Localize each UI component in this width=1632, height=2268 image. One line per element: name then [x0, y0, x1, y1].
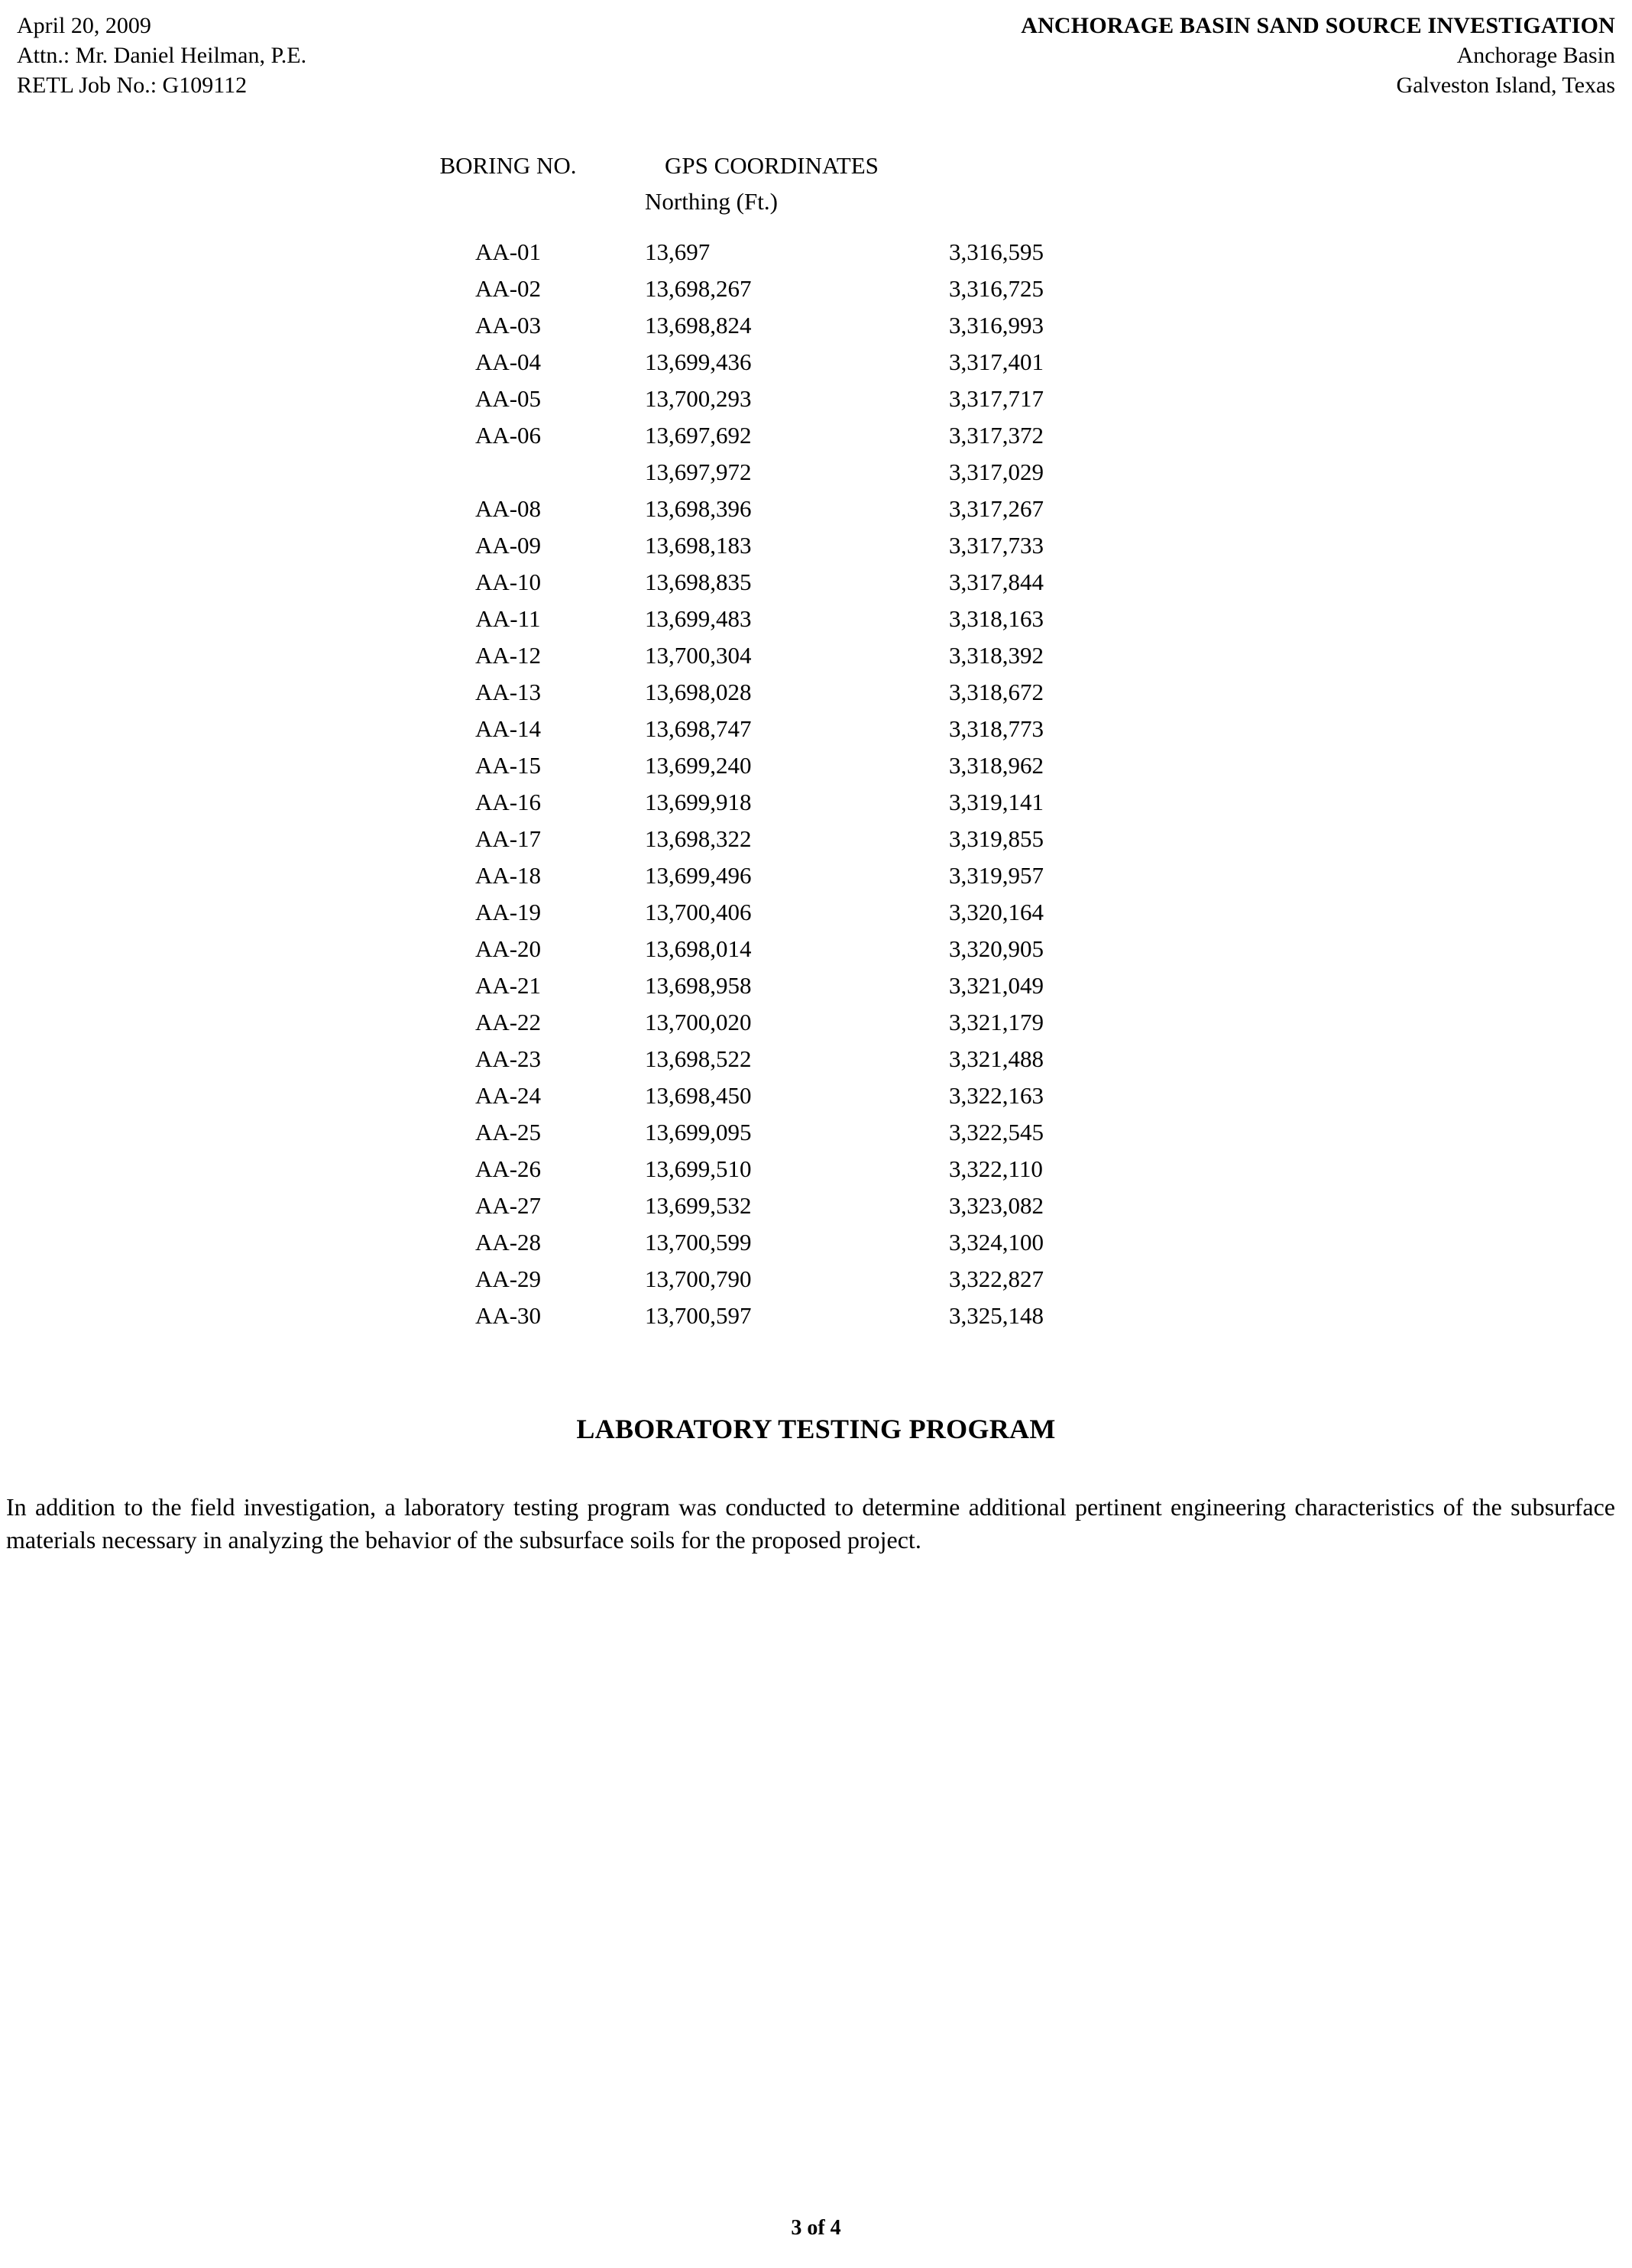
table-row [382, 1107, 1178, 1144]
cell-boring-no: AA-10 [474, 569, 542, 595]
table-row [382, 374, 1178, 410]
table-row [382, 704, 1178, 740]
coordinates-table-wrapper [0, 154, 1632, 1327]
cell-boring-no: AA-01 [474, 238, 542, 265]
table-row [382, 410, 1178, 447]
cell-boring-no: AA-09 [474, 532, 542, 559]
document-title: ANCHORAGE BASIN SAND SOURCE INVESTIGATION [1021, 13, 1615, 38]
section-paragraph: In addition to the field investigation, a laboratory testing program was conducted to determine additional pertinent engineering characteristics of the subsurface materials necessary in analyzing the behavior of the subsurface soils for the proposed project. [6, 1493, 1615, 1554]
cell-easting: 3,322,110 [949, 1155, 1043, 1182]
cell-boring-no: AA-15 [474, 752, 542, 779]
cell-easting: 3,324,100 [949, 1229, 1044, 1256]
cell-easting: 3,321,049 [949, 972, 1044, 999]
cell-boring-no: AA-24 [474, 1082, 542, 1109]
cell-easting: 3,317,372 [949, 422, 1044, 449]
table-row [382, 484, 1178, 520]
table-row [382, 1034, 1178, 1071]
page-footer: 3 of 4 [791, 2216, 841, 2240]
cell-northing: 13,700,599 [645, 1229, 752, 1256]
cell-easting: 3,322,163 [949, 1082, 1044, 1109]
table-row [382, 851, 1178, 887]
cell-boring-no: AA-23 [474, 1045, 542, 1072]
cell-easting: 3,317,844 [949, 569, 1044, 595]
column-header-gps: GPS COORDINATES [665, 152, 879, 179]
table-row [382, 961, 1178, 997]
cell-northing: 13,697,692 [645, 422, 752, 449]
cell-northing: 13,698,747 [645, 715, 752, 742]
cell-boring-no: AA-12 [474, 642, 542, 669]
table-row [382, 667, 1178, 704]
cell-easting: 3,322,827 [949, 1265, 1044, 1292]
cell-easting: 3,316,993 [949, 312, 1044, 339]
table-row [382, 740, 1178, 777]
column-header-northing: Northing (Ft.) [645, 188, 778, 215]
cell-easting: 3,318,962 [949, 752, 1044, 779]
cell-northing: 13,700,293 [645, 385, 752, 412]
cell-boring-no: AA-08 [474, 495, 542, 522]
cell-northing: 13,698,322 [645, 825, 752, 852]
header-date: April 20, 2009 [17, 13, 151, 38]
cell-easting: 3,319,957 [949, 862, 1044, 889]
cell-northing: 13,698,267 [645, 275, 752, 302]
cell-boring-no: AA-25 [474, 1119, 542, 1145]
cell-boring-no: AA-19 [474, 899, 542, 925]
table-row [382, 1254, 1178, 1291]
cell-easting: 3,317,267 [949, 495, 1044, 522]
cell-easting: 3,316,595 [949, 238, 1044, 265]
cell-northing: 13,699,483 [645, 605, 752, 632]
cell-easting: 3,318,392 [949, 642, 1044, 669]
cell-northing: 13,698,450 [645, 1082, 752, 1109]
cell-boring-no: AA-21 [474, 972, 542, 999]
document-subtitle-1: Anchorage Basin [1456, 43, 1615, 68]
cell-boring-no: AA-02 [474, 275, 542, 302]
document-subtitle-2: Galveston Island, Texas [1396, 73, 1615, 98]
table-row [382, 924, 1178, 961]
cell-northing: 13,700,406 [645, 899, 752, 925]
cell-boring-no: AA-26 [474, 1155, 542, 1182]
cell-northing: 13,699,095 [645, 1119, 752, 1145]
cell-easting: 3,316,725 [949, 275, 1044, 302]
gps-coordinates-table [382, 154, 1178, 1327]
column-header-boring: BORING NO. [439, 152, 577, 179]
cell-easting: 3,320,164 [949, 899, 1044, 925]
cell-northing: 13,699,532 [645, 1192, 752, 1219]
cell-boring-no: AA-04 [474, 348, 542, 375]
table-row [382, 447, 1178, 484]
table-row [382, 264, 1178, 300]
cell-easting: 3,319,141 [949, 789, 1044, 815]
cell-boring-no: AA-22 [474, 1009, 542, 1035]
cell-boring-no: AA-14 [474, 715, 542, 742]
table-row [382, 594, 1178, 630]
cell-easting: 3,322,545 [949, 1119, 1044, 1145]
cell-northing: 13,698,396 [645, 495, 752, 522]
cell-easting: 3,320,905 [949, 935, 1044, 962]
cell-easting: 3,318,163 [949, 605, 1044, 632]
table-header-row-1 [382, 154, 1178, 190]
cell-northing: 13,699,510 [645, 1155, 752, 1182]
table-row [382, 630, 1178, 667]
cell-easting: 3,318,773 [949, 715, 1044, 742]
cell-easting: 3,317,717 [949, 385, 1044, 412]
column-header-spacer [382, 190, 634, 227]
cell-northing: 13,697,972 [645, 458, 752, 485]
cell-northing: 13,699,496 [645, 862, 752, 889]
table-header-row-2 [382, 190, 1178, 227]
cell-boring-no: AA-20 [474, 935, 542, 962]
cell-easting: 3,325,148 [949, 1302, 1044, 1329]
cell-northing: 13,700,304 [645, 642, 752, 669]
cell-boring-no: AA-27 [474, 1192, 542, 1219]
cell-northing: 13,700,597 [645, 1302, 752, 1329]
cell-northing: 13,699,240 [645, 752, 752, 779]
table-row [382, 814, 1178, 851]
cell-northing: 13,699,436 [645, 348, 752, 375]
cell-northing: 13,697 [645, 238, 711, 265]
cell-boring-no: AA-29 [474, 1265, 542, 1292]
table-row [382, 1181, 1178, 1217]
cell-easting: 3,317,733 [949, 532, 1044, 559]
table-row [382, 997, 1178, 1034]
cell-northing: 13,698,958 [645, 972, 752, 999]
cell-northing: 13,699,918 [645, 789, 752, 815]
header-left-block [17, 11, 306, 100]
column-header-easting [935, 190, 1178, 227]
section-title: LABORATORY TESTING PROGRAM [576, 1414, 1056, 1444]
table-row [382, 520, 1178, 557]
cell-boring-no: AA-13 [474, 679, 542, 705]
cell-northing: 13,698,183 [645, 532, 752, 559]
cell-northing: 13,698,835 [645, 569, 752, 595]
header-attn: Attn.: Mr. Daniel Heilman, P.E. [17, 43, 307, 68]
cell-easting: 3,318,672 [949, 679, 1044, 705]
table-row [382, 300, 1178, 337]
cell-northing: 13,700,020 [645, 1009, 752, 1035]
cell-boring-no: AA-18 [474, 862, 542, 889]
cell-easting: 3,319,855 [949, 825, 1044, 852]
table-row [382, 1071, 1178, 1107]
cell-northing: 13,698,014 [645, 935, 752, 962]
cell-easting: 3,321,488 [949, 1045, 1044, 1072]
table-row [382, 1291, 1178, 1327]
table-row [382, 1217, 1178, 1254]
table-row [382, 227, 1178, 264]
page-header [0, 0, 1632, 100]
cell-boring-no: AA-16 [474, 789, 542, 815]
cell-easting: 3,321,179 [949, 1009, 1044, 1035]
cell-boring-no: AA-11 [475, 605, 541, 632]
table-row [382, 777, 1178, 814]
cell-boring-no: AA-28 [474, 1229, 542, 1256]
cell-boring-no [382, 447, 634, 484]
cell-boring-no: AA-03 [474, 312, 542, 339]
cell-northing: 13,698,028 [645, 679, 752, 705]
cell-northing: 13,700,790 [645, 1265, 752, 1292]
cell-boring-no: AA-30 [474, 1302, 542, 1329]
table-row [382, 887, 1178, 924]
cell-northing: 13,698,522 [645, 1045, 752, 1072]
cell-northing: 13,698,824 [645, 312, 752, 339]
table-row [382, 337, 1178, 374]
cell-easting: 3,317,029 [949, 458, 1044, 485]
cell-boring-no: AA-06 [474, 422, 542, 449]
cell-boring-no: AA-17 [474, 825, 542, 852]
table-row [382, 1144, 1178, 1181]
cell-boring-no: AA-05 [474, 385, 542, 412]
header-job-no: RETL Job No.: G109112 [17, 73, 248, 98]
table-row [382, 557, 1178, 594]
cell-easting: 3,317,401 [949, 348, 1044, 375]
cell-easting: 3,323,082 [949, 1192, 1044, 1219]
header-right-block [1021, 11, 1615, 100]
